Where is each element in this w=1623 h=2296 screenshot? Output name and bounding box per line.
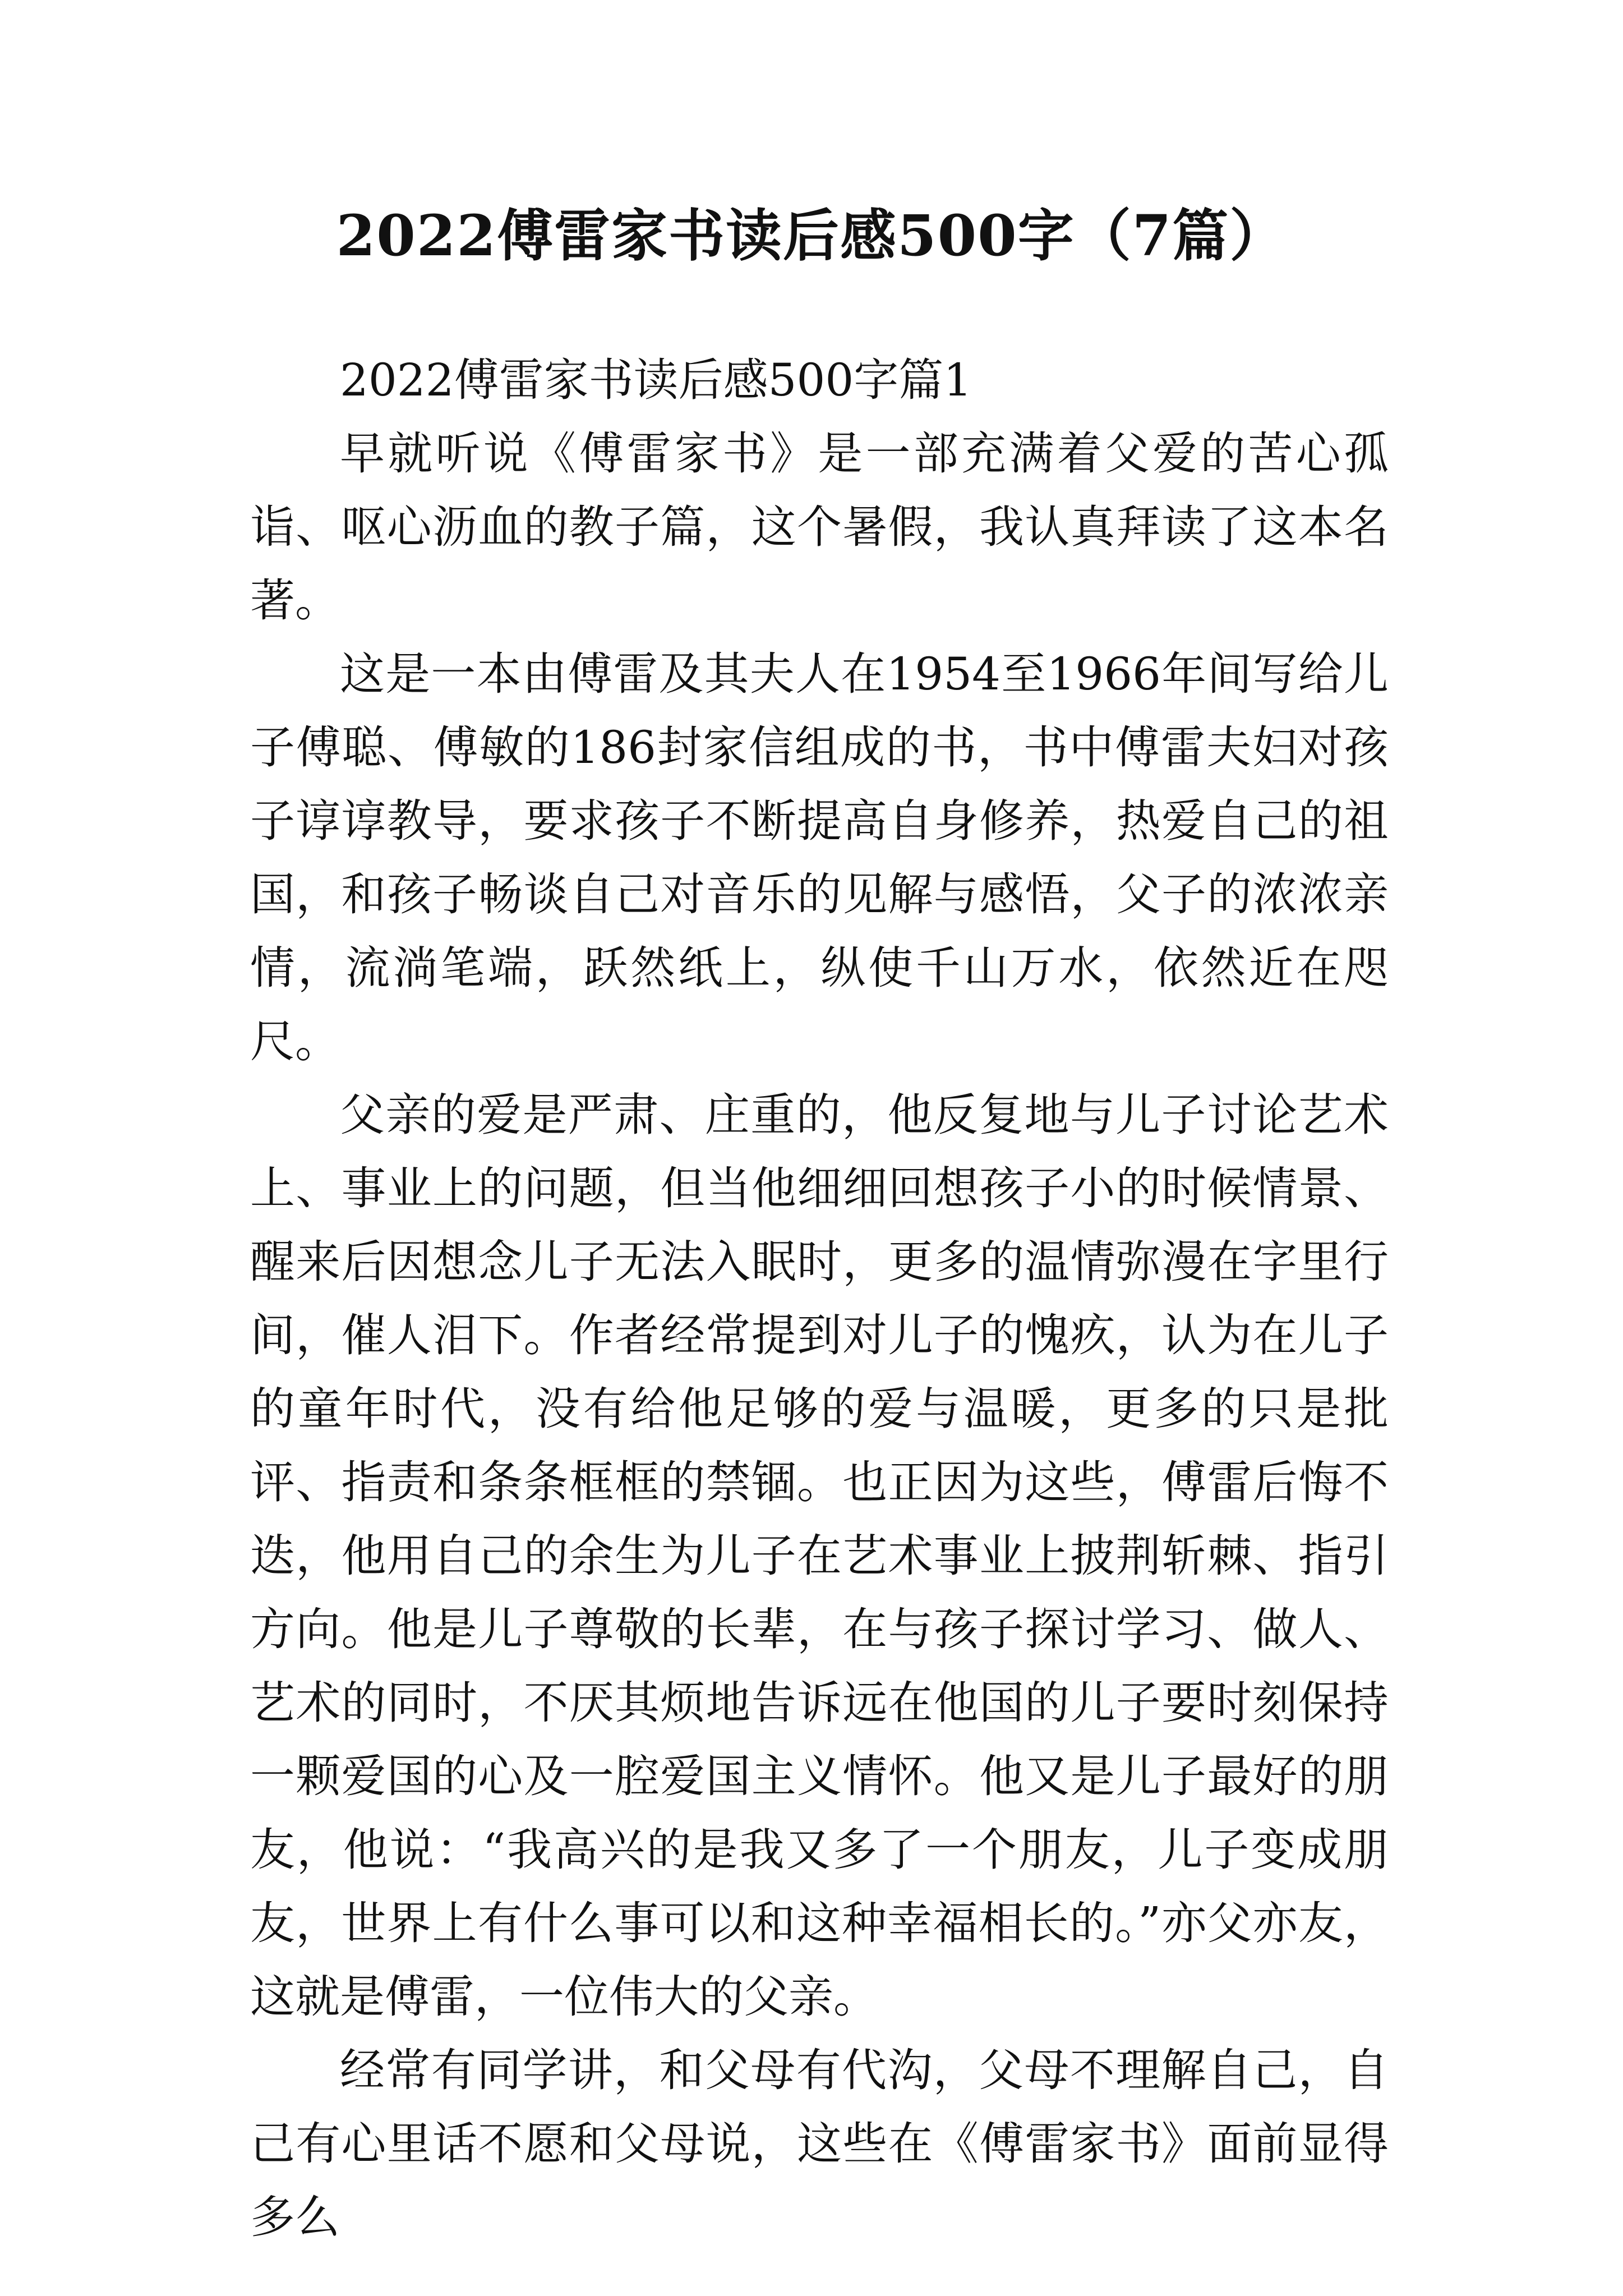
document-title: 2022傅雷家书读后感500字（7篇） [336, 203, 1287, 269]
section-heading: 2022傅雷家书读后感500字篇1 [340, 354, 972, 406]
paragraph: 早就听说《傅雷家书》是一部充满着父爱的苦心孤诣、呕心沥血的教子篇，这个暑假，我认真拜读了这本名著。 [250, 427, 1389, 627]
paragraph: 经常有同学讲，和父母有代沟，父母不理解自己，自己有心里话不愿和父母说，这些在《傅雷家书》面前显得多么 [250, 2044, 1389, 2243]
paragraph: 父亲的爱是严肃、庄重的，他反复地与儿子讨论艺术上、事业上的问题，但当他细细回想孩子小的时候情景、醒来后因想念儿子无法入眠时，更多的温情弥漫在字里行间，催人泪下。作者经常提到对儿子的愧疚，认为在儿子的童年时代，没有给他足够的爱与温暖，更多的只是批评、指责和条条框框的禁锢。也正因为这些，傅雷后悔不迭，他用自己的余生为儿子在艺术事业上披荆斩棘、指引方向。他是儿子尊敬的长辈，在与孩子探讨学习、做人、艺术的同时，不厌其烦地告诉远在他国的儿子要时刻保持一颗爱国的心及一腔爱国主义情怀。他又是儿子最好的朋友，他说：“我高兴的是我又多了一个朋友，儿子变成朋友，世界上有什么事可以和这种幸福相长的。”亦父亦友，这就是傅雷，一位伟大的父亲。 [250, 1089, 1389, 2023]
paragraph: 这是一本由傅雷及其夫人在1954至1966年间写给儿子傅聪、傅敏的186封家信组成的书，书中傅雷夫妇对孩子谆谆教导，要求孩子不断提高自身修养，热爱自己的祖国，和孩子畅谈自己对音乐的见解与感悟，父子的浓浓亲情，流淌笔端，跃然纸上，纵使千山万水，依然近在咫尺。 [250, 648, 1389, 1068]
document-body [250, 343, 1389, 2254]
